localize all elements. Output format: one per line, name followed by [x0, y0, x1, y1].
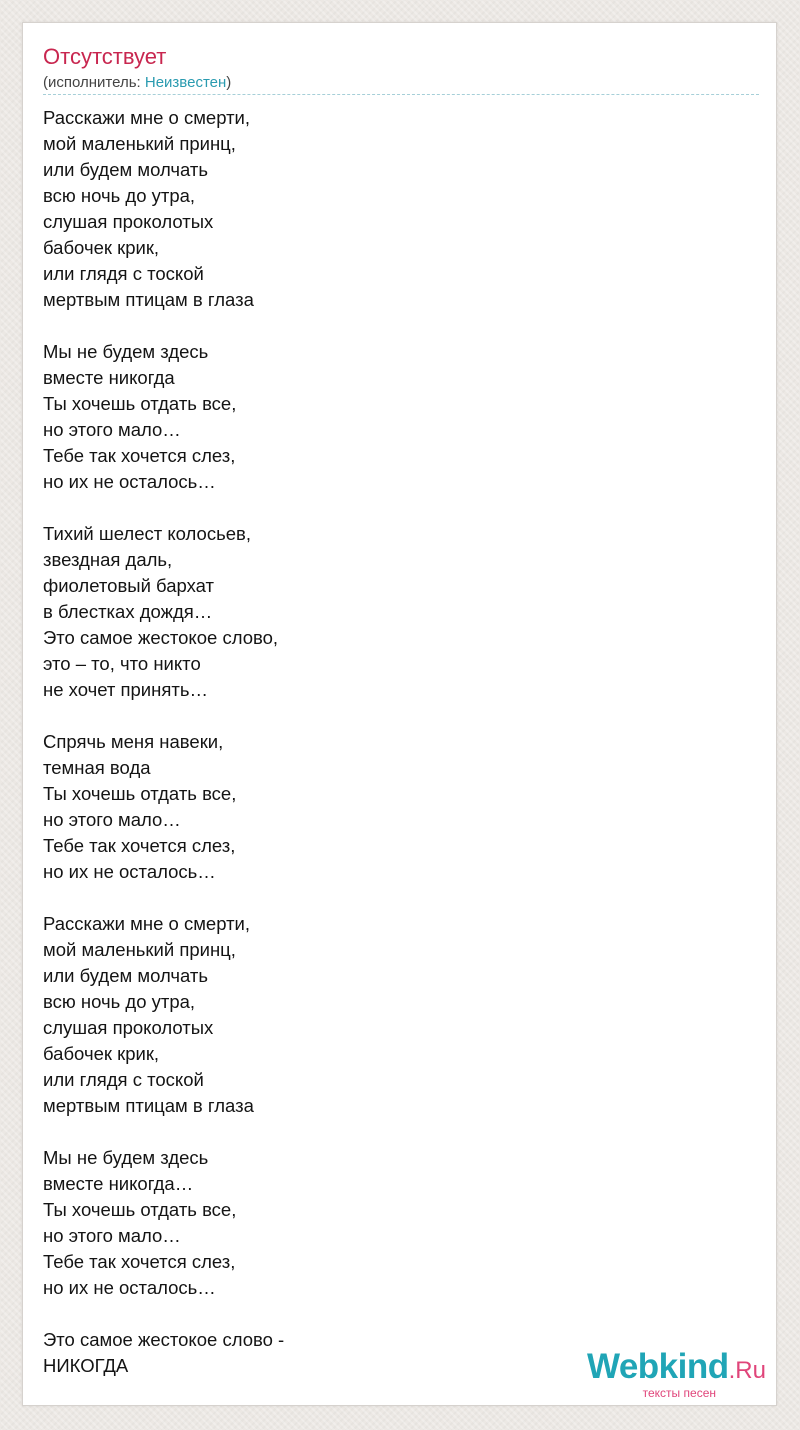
- lyric-line: мертвым птицам в глаза: [43, 1095, 254, 1116]
- site-logo[interactable]: [587, 1349, 766, 1399]
- lyric-line: это – то, что никто: [43, 653, 201, 674]
- lyric-line: но этого мало…: [43, 809, 181, 830]
- lyric-line: мой маленький принц,: [43, 133, 236, 154]
- lyric-line: или глядя с тоской: [43, 263, 204, 284]
- lyric-line: мертвым птицам в глаза: [43, 289, 254, 310]
- lyric-line: или глядя с тоской: [43, 1069, 204, 1090]
- lyric-line: но их не осталось…: [43, 1277, 216, 1298]
- lyric-line: Тебе так хочется слез,: [43, 1251, 236, 1272]
- lyric-line: Мы не будем здесь: [43, 1147, 209, 1168]
- lyric-line: Расскажи мне о смерти,: [43, 107, 251, 128]
- title-divider: [43, 94, 759, 95]
- lyric-line: Ты хочешь отдать все,: [43, 393, 237, 414]
- logo-suffix: .Ru: [728, 1357, 766, 1384]
- performer-line: [43, 73, 231, 93]
- lyric-line: звездная даль,: [43, 549, 173, 570]
- lyric-line: Тихий шелест колосьев,: [43, 523, 251, 544]
- lyric-line: но этого мало…: [43, 419, 181, 440]
- lyric-line: не хочет принять…: [43, 679, 208, 700]
- lyric-line: Ты хочешь отдать все,: [43, 1199, 237, 1220]
- lyric-line: или будем молчать: [43, 159, 208, 180]
- performer-suffix: ): [226, 74, 232, 91]
- performer-link[interactable]: Неизвестен: [144, 74, 227, 91]
- lyric-line: Это самое жестокое слово,: [43, 627, 279, 648]
- lyric-line: Мы не будем здесь: [43, 341, 209, 362]
- lyric-line: Спрячь меня навеки,: [43, 731, 224, 752]
- lyric-line: темная вода: [43, 757, 151, 778]
- logo-wordmark: [587, 1349, 766, 1389]
- song-title: Отсутствует: [43, 44, 167, 69]
- lyric-line: Расскажи мне о смерти,: [43, 913, 251, 934]
- logo-tagline: тексты песен: [642, 1386, 716, 1400]
- lyric-line: вместе никогда…: [43, 1173, 194, 1194]
- lyric-line: слушая проколотых: [43, 211, 214, 232]
- lyric-line: в блестках дождя…: [43, 601, 213, 622]
- stanza-gap: [43, 703, 284, 729]
- lyric-line: но этого мало…: [43, 1225, 181, 1246]
- performer-prefix: (исполнитель:: [43, 74, 145, 91]
- stanza-gap: [43, 495, 284, 521]
- logo-name: Webkind: [586, 1347, 729, 1386]
- lyric-line: всю ночь до утра,: [43, 185, 196, 206]
- lyrics-card: [22, 22, 777, 1406]
- lyric-line: но их не осталось…: [43, 861, 216, 882]
- lyrics-text: [43, 105, 284, 1379]
- lyric-line: НИКОГДА: [43, 1355, 129, 1376]
- lyric-line: Это самое жестокое слово -: [43, 1329, 285, 1350]
- lyric-line: мой маленький принц,: [43, 939, 236, 960]
- stanza-gap: [43, 1301, 284, 1327]
- lyric-line: слушая проколотых: [43, 1017, 214, 1038]
- lyric-line: фиолетовый бархат: [43, 575, 214, 596]
- lyric-line: всю ночь до утра,: [43, 991, 196, 1012]
- stanza-gap: [43, 313, 284, 339]
- lyric-line: или будем молчать: [43, 965, 208, 986]
- lyric-line: Ты хочешь отдать все,: [43, 783, 237, 804]
- lyric-line: Тебе так хочется слез,: [43, 445, 236, 466]
- stanza-gap: [43, 885, 284, 911]
- stanza-gap: [43, 1119, 284, 1145]
- lyric-line: вместе никогда: [43, 367, 175, 388]
- lyric-line: Тебе так хочется слез,: [43, 835, 236, 856]
- lyric-line: бабочек крик,: [43, 1043, 160, 1064]
- lyric-line: но их не осталось…: [43, 471, 216, 492]
- lyric-line: бабочек крик,: [43, 237, 160, 258]
